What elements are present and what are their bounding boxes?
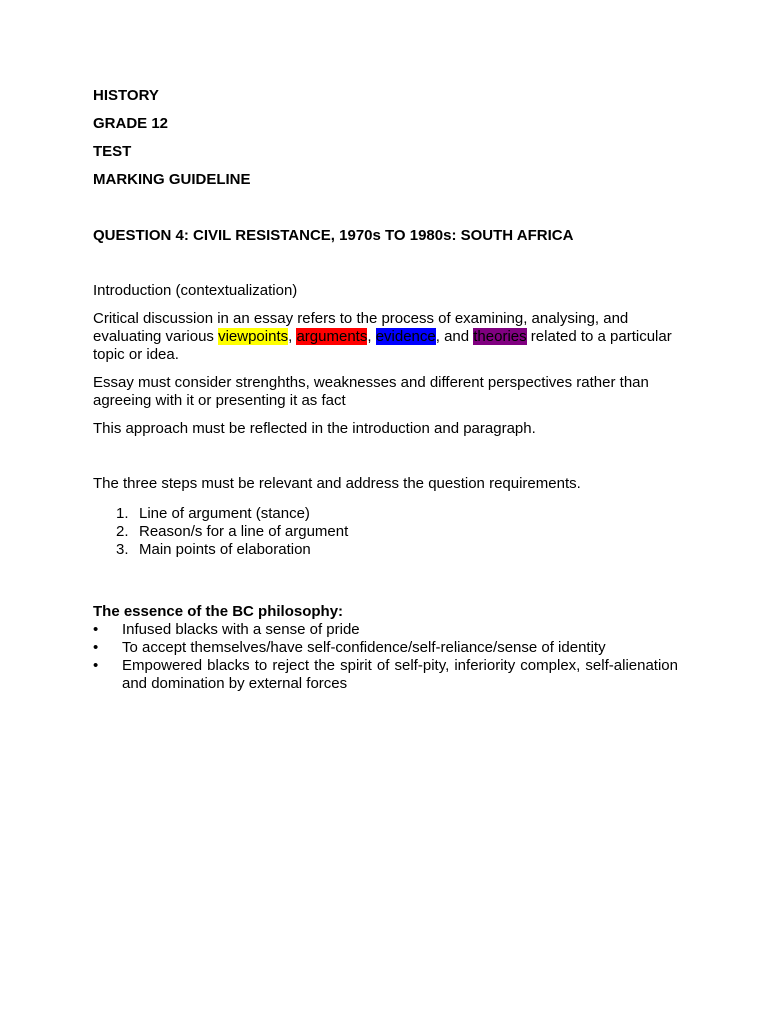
list-item xyxy=(93,621,678,639)
list-item xyxy=(93,657,678,693)
highlight-viewpoints: viewpoints xyxy=(218,328,289,345)
highlight-theories: theories xyxy=(473,328,527,345)
bullet-icon: • xyxy=(93,639,99,656)
comma-separator: , xyxy=(288,328,297,345)
list-item-text: Line of argument (stance) xyxy=(139,505,310,522)
intro-text-start: Critical discussion in an essay refers to the process of examining, analysing, and evaluating various xyxy=(93,310,629,345)
bullet-icon: • xyxy=(93,657,99,674)
list-item-text: Main points of elaboration xyxy=(139,541,311,558)
perspectives-paragraph: Essay must consider strenghths, weaknesses and different perspectives rather than agreeing with it or presenting it as fact xyxy=(93,374,649,409)
and-separator: , and xyxy=(435,328,474,345)
test-heading: TEST xyxy=(93,143,132,160)
list-number: 3. xyxy=(116,541,129,558)
subject-heading: HISTORY xyxy=(93,87,159,104)
approach-paragraph: This approach must be reflected in the introduction and paragraph. xyxy=(93,420,536,437)
list-number: 2. xyxy=(116,523,129,540)
list-item xyxy=(93,639,678,657)
grade-heading: GRADE 12 xyxy=(93,115,169,132)
list-item xyxy=(93,541,348,559)
list-number: 1. xyxy=(116,505,129,522)
highlight-arguments: arguments xyxy=(296,328,368,345)
list-item xyxy=(93,523,348,541)
bullet-icon: • xyxy=(93,621,99,638)
list-item-text: To accept themselves/have self-confidence/self-reliance/sense of identity xyxy=(122,639,606,656)
bc-philosophy-heading: The essence of the BC philosophy: xyxy=(93,603,344,620)
steps-list xyxy=(93,505,348,559)
bc-bullet-list xyxy=(93,621,678,693)
question-title: QUESTION 4: CIVIL RESISTANCE, 1970s TO 1980s: SOUTH AFRICA xyxy=(93,227,574,244)
marking-guideline-heading: MARKING GUIDELINE xyxy=(93,171,251,188)
comma-separator: , xyxy=(367,328,376,345)
list-item-text: Infused blacks with a sense of pride xyxy=(122,621,360,638)
list-item xyxy=(93,505,348,523)
list-item-text: Reason/s for a line of argument xyxy=(139,523,349,540)
intro-text-end: related to a particular topic or idea. xyxy=(93,328,672,363)
intro-heading: Introduction (contextualization) xyxy=(93,282,298,299)
highlight-evidence: evidence xyxy=(375,328,436,345)
steps-intro: The three steps must be relevant and address the question requirements. xyxy=(93,475,581,492)
list-item-text: Empowered blacks to reject the spirit of self-pity, inferiority complex, self-alienation and domination by external forces xyxy=(122,657,678,692)
intro-paragraph xyxy=(93,310,678,364)
